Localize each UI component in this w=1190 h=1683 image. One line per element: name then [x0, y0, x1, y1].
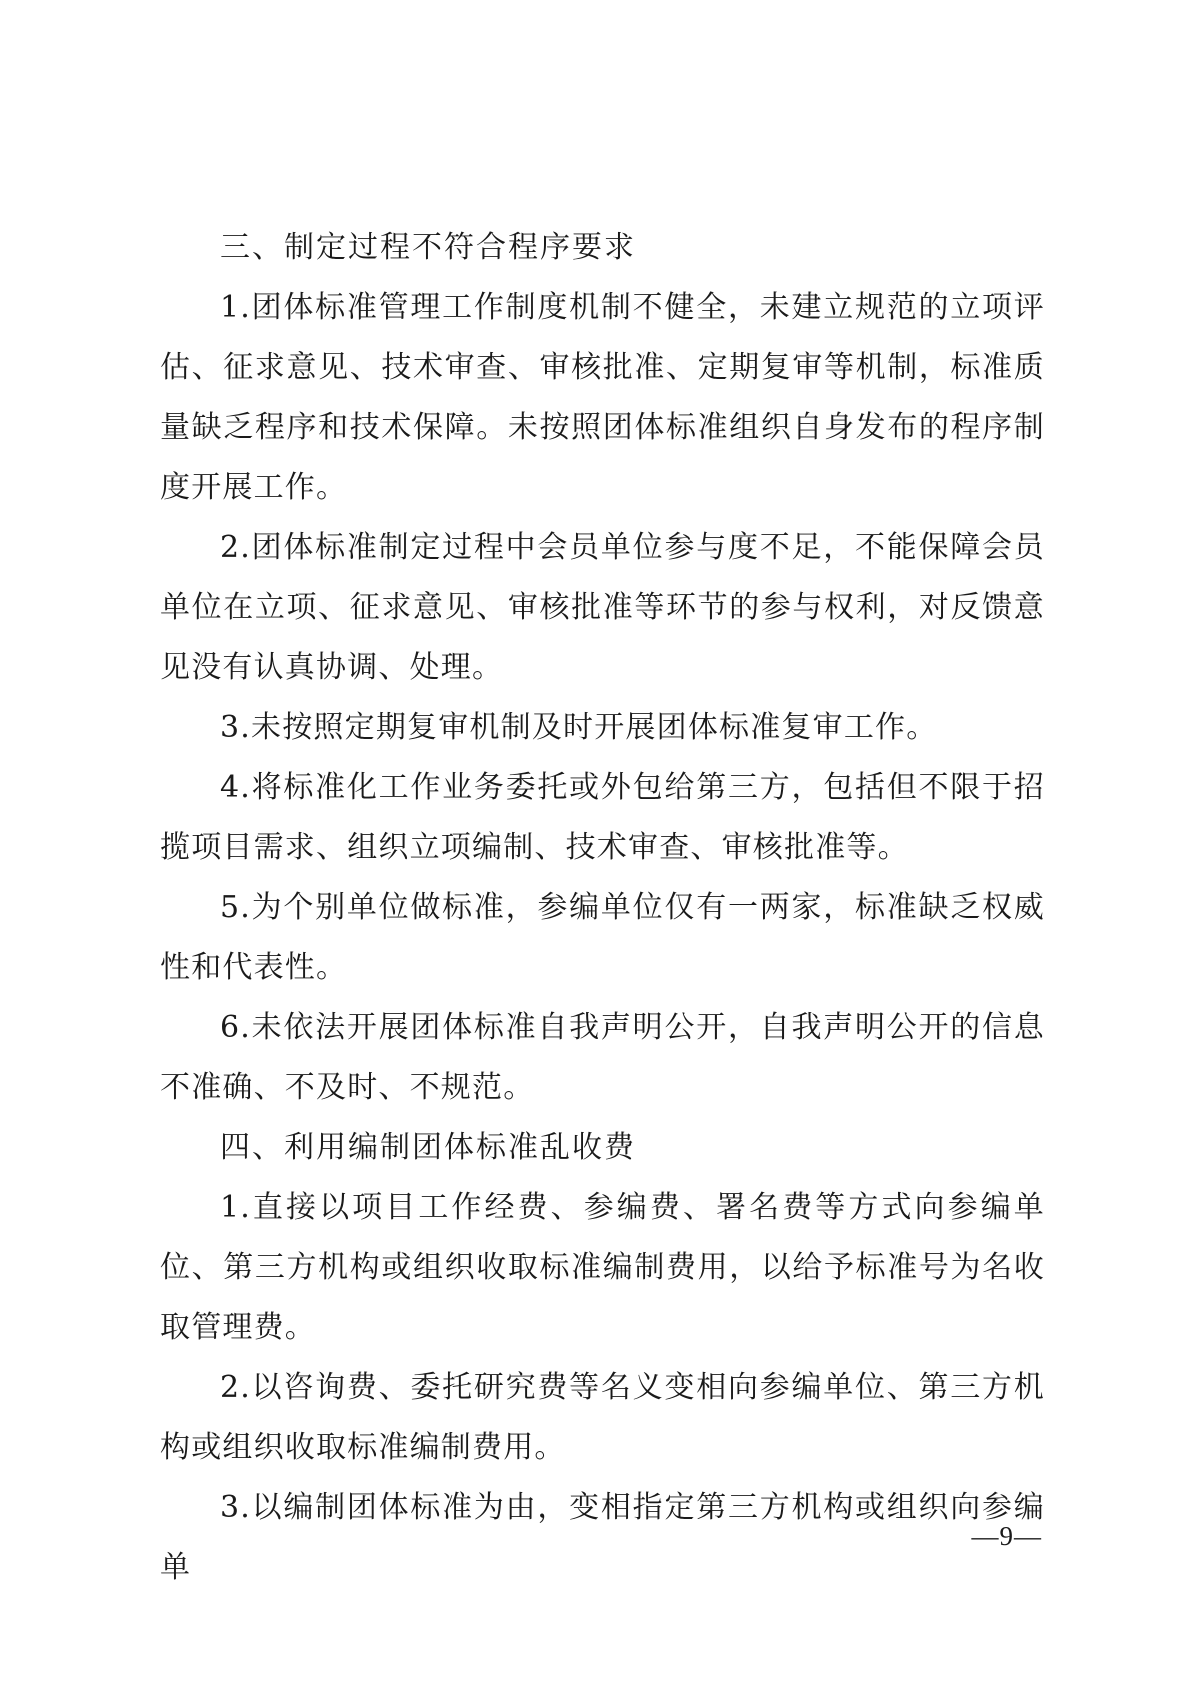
section-3-item-5: 5.为个别单位做标准，参编单位仅有一两家，标准缺乏权威性和代表性。	[160, 890, 1045, 985]
section-3-item-1: 1.团体标准管理工作制度机制不健全，未建立规范的立项评估、征求意见、技术审查、审核批准、定期复审等机制，标准质量缺乏程序和技术保障。未按照团体标准组织自身发布的程序制度开展工作。	[160, 290, 1045, 505]
document-body	[160, 218, 1045, 1598]
section-heading-4: 四、利用编制团体标准乱收费	[220, 1130, 636, 1165]
section-3-item-6: 6.未依法开展团体标准自我声明公开，自我声明公开的信息不准确、不及时、不规范。	[160, 1010, 1045, 1105]
section-3-item-3: 3.未按照定期复审机制及时开展团体标准复审工作。	[220, 710, 938, 745]
section-3-item-2: 2.团体标准制定过程中会员单位参与度不足，不能保障会员单位在立项、征求意见、审核批准等环节的参与权利，对反馈意见没有认真协调、处理。	[160, 530, 1045, 685]
section-3-item-4: 4.将标准化工作业务委托或外包给第三方，包括但不限于招揽项目需求、组织立项编制、技术审查、审核批准等。	[160, 770, 1045, 865]
section-heading-3: 三、制定过程不符合程序要求	[220, 230, 636, 265]
section-4-item-3: 3.以编制团体标准为由，变相指定第三方机构或组织向参编单	[160, 1490, 1045, 1585]
section-4-item-1: 1.直接以项目工作经费、参编费、署名费等方式向参编单位、第三方机构或组织收取标准编制费用，以给予标准号为名收取管理费。	[160, 1190, 1045, 1345]
page-number: —9—	[971, 1521, 1042, 1551]
section-4-item-2: 2.以咨询费、委托研究费等名义变相向参编单位、第三方机构或组织收取标准编制费用。	[160, 1370, 1045, 1465]
